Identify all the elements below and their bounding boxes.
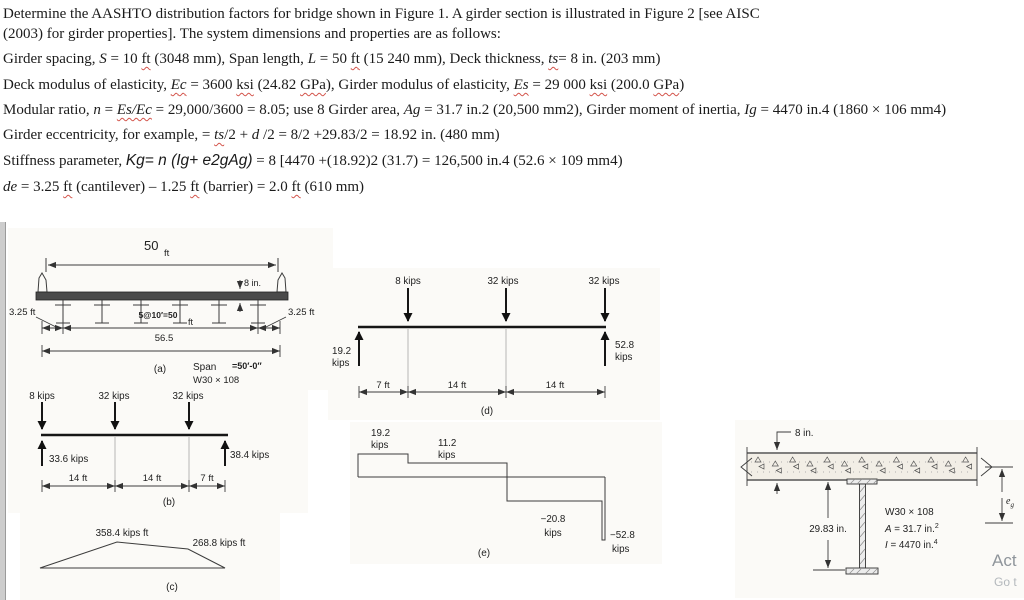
text-segment: = 29,000/3600 = 8.05; use 8 Girder area, bbox=[151, 102, 404, 118]
text-segment: = 8 in. (203 mm) bbox=[558, 51, 661, 67]
text-segment: Girder eccentricity, for example, = bbox=[3, 127, 215, 143]
right-barrier bbox=[277, 273, 286, 292]
dim-label: 7 ft bbox=[200, 473, 214, 484]
figure-2-girder-section bbox=[735, 420, 1024, 598]
girder-designation: W30 × 108 bbox=[193, 375, 240, 386]
eccentricity-label: $e_g$ bbox=[1006, 496, 1014, 509]
shear-value: −20.8 bbox=[540, 514, 566, 525]
text-segment: Stiffness parameter, bbox=[3, 153, 126, 169]
text-segment: Ec bbox=[170, 77, 187, 93]
girder-spacing-unit: ft bbox=[188, 317, 194, 327]
shear-unit: kips bbox=[612, 544, 630, 555]
span-length-unit: ft bbox=[164, 248, 170, 259]
text-segment: Modular ratio, bbox=[3, 102, 94, 118]
total-width-value: 56.5 bbox=[154, 333, 174, 344]
figure-b-caption: (b) bbox=[162, 497, 176, 508]
activate-watermark-line1: Act bbox=[992, 551, 1017, 570]
shear-unit: kips bbox=[371, 440, 389, 451]
span-word: Span bbox=[193, 362, 217, 373]
text-line bbox=[3, 6, 760, 23]
activate-watermark-line2: Go t bbox=[994, 575, 1017, 589]
span-dim: =50′-0″ bbox=[232, 361, 262, 371]
figure-c-moment-diagram bbox=[20, 510, 280, 600]
text-segment: ) bbox=[679, 77, 685, 93]
problem-text bbox=[0, 0, 1024, 210]
text-segment: (2003) for girder properties]. The system dimensions and properties are as follows: bbox=[3, 26, 501, 42]
text-segment: ksi bbox=[589, 77, 608, 93]
left-reaction: 33.6 kips bbox=[49, 454, 89, 465]
text-segment: = 50 bbox=[316, 51, 351, 67]
text-segment: (200.0 bbox=[607, 77, 654, 93]
text-segment: /2 = 8/2 +29.83/2 = 18.92 in. (480 mm) bbox=[259, 127, 500, 143]
text-segment: ft bbox=[291, 179, 301, 195]
text-segment: d bbox=[251, 127, 260, 143]
text-segment: = 4470 in.4 (1860 × 106 mm4) bbox=[756, 102, 947, 118]
text-segment: = 10 bbox=[106, 51, 142, 67]
text-line bbox=[3, 51, 660, 68]
text-segment: ft bbox=[141, 51, 151, 67]
shear-value: −52.8 bbox=[610, 530, 635, 541]
figure-a-bridge-cross-section bbox=[8, 228, 333, 390]
text-line bbox=[3, 77, 684, 94]
text-segment: Girder spacing, bbox=[3, 51, 100, 67]
text-segment: Determine the AASHTO distribution factors for bridge shown in Figure 1. A girder section is illustrated in Figure 2 [see AISC bbox=[3, 6, 760, 22]
text-segment: = 3.25 bbox=[17, 179, 64, 195]
figure-a-caption: (a) bbox=[153, 364, 167, 375]
text-segment: /2 + bbox=[224, 127, 252, 143]
text-segment: (3048 mm), Span length, bbox=[150, 51, 308, 67]
text-segment: ksi bbox=[236, 77, 254, 93]
text-segment: ts bbox=[214, 127, 225, 143]
beam-web bbox=[860, 484, 866, 568]
left-reaction-unit: kips bbox=[332, 358, 350, 369]
shear-unit: kips bbox=[544, 528, 562, 539]
girder-spacing-label: 5@10′=50 bbox=[138, 310, 178, 320]
page-edge bbox=[0, 222, 6, 600]
text-line bbox=[3, 152, 623, 170]
load-label: 32 kips bbox=[172, 391, 204, 402]
text-segment: Deck modulus of elasticity, bbox=[3, 77, 171, 93]
shear-unit: kips bbox=[438, 450, 456, 461]
dim-label: 7 ft bbox=[376, 380, 390, 391]
text-segment: L bbox=[307, 51, 317, 67]
text-segment: ts bbox=[548, 51, 559, 67]
text-segment: (cantilever) – 1.25 bbox=[72, 179, 191, 195]
text-segment: = 31.7 in.2 (20,500 mm2), Girder moment of inertia, bbox=[420, 102, 745, 118]
right-reaction-unit: kips bbox=[615, 352, 633, 363]
text-segment: n bbox=[93, 102, 101, 118]
dim-label: 14 ft bbox=[142, 473, 162, 484]
text-segment: (15 240 mm), Deck thickness, bbox=[359, 51, 549, 67]
text-line bbox=[3, 127, 500, 144]
text-segment: (610 mm) bbox=[300, 179, 365, 195]
beam-depth-label: 29.83 in. bbox=[809, 524, 847, 535]
figure-e-shear-diagram bbox=[350, 422, 662, 564]
text-segment: GPa bbox=[653, 77, 680, 93]
text-segment: = 29 000 bbox=[528, 77, 590, 93]
text-segment: de bbox=[3, 179, 18, 195]
text-segment: Ag bbox=[403, 102, 421, 118]
left-barrier bbox=[38, 273, 47, 292]
text-segment: (24.82 bbox=[253, 77, 301, 93]
right-overhang-label: 3.25 ft bbox=[288, 307, 315, 318]
text-segment: ), Girder modulus of elasticity, bbox=[325, 77, 514, 93]
text-segment: = bbox=[100, 102, 117, 118]
text-segment: ft bbox=[63, 179, 73, 195]
deck-slab bbox=[36, 292, 288, 300]
dim-label: 14 ft bbox=[545, 380, 565, 391]
figure-b-load-diagram bbox=[8, 388, 308, 513]
text-segment: ft bbox=[350, 51, 360, 67]
span-length-value: 50 bbox=[144, 238, 159, 253]
left-overhang-label: 3.25 ft bbox=[9, 307, 36, 318]
figure-d-caption: (d) bbox=[480, 406, 494, 417]
text-segment: Kg= n (Ig+ e2gAg) bbox=[125, 152, 253, 169]
figure-d-load-diagram bbox=[328, 268, 660, 420]
beam-designation: W30 × 108 bbox=[885, 507, 934, 518]
figure-c-caption: (c) bbox=[166, 582, 178, 593]
text-segment: (barrier) = 2.0 bbox=[199, 179, 292, 195]
beam-inertia: I = 4470 in.$^4$ bbox=[885, 539, 938, 551]
dim-label: 14 ft bbox=[447, 380, 467, 391]
load-label: 32 kips bbox=[487, 276, 519, 287]
text-segment: = 8 [4470 +(18.92)2 (31.7) = 126,500 in.4 (52.6 × 109 mm4) bbox=[252, 153, 623, 169]
beam-top-flange bbox=[847, 479, 877, 484]
text-segment: Es/Ec bbox=[116, 102, 152, 118]
text-segment: Es bbox=[513, 77, 529, 93]
shear-value: 11.2 bbox=[438, 438, 457, 449]
text-segment: S bbox=[99, 51, 107, 67]
load-label: 8 kips bbox=[395, 276, 421, 287]
text-line bbox=[3, 179, 364, 196]
slab-thickness-label: 8 in. bbox=[795, 428, 814, 439]
load-label: 32 kips bbox=[588, 276, 620, 287]
load-label: 32 kips bbox=[98, 391, 130, 402]
left-reaction-value: 19.2 bbox=[332, 346, 352, 357]
load-label: 8 kips bbox=[29, 391, 55, 402]
right-reaction: 38.4 kips bbox=[230, 450, 270, 461]
text-line bbox=[3, 26, 501, 43]
deck-thickness-label: 8 in. bbox=[244, 278, 262, 288]
shear-value: 19.2 bbox=[371, 428, 391, 439]
dim-label: 14 ft bbox=[68, 473, 88, 484]
text-segment: = 3600 bbox=[186, 77, 237, 93]
text-line bbox=[3, 102, 946, 119]
second-moment-label: 268.8 kips ft bbox=[192, 538, 246, 549]
figure-e-caption: (e) bbox=[477, 548, 491, 559]
text-segment: Ig bbox=[744, 102, 757, 118]
right-reaction-value: 52.8 bbox=[615, 340, 635, 351]
peak-moment-label: 358.4 kips ft bbox=[95, 528, 149, 539]
beam-area: A = 31.7 in.$^2$ bbox=[885, 523, 939, 535]
shear-outline bbox=[358, 454, 605, 540]
text-segment: GPa bbox=[300, 77, 326, 93]
text-segment: ft bbox=[190, 179, 200, 195]
